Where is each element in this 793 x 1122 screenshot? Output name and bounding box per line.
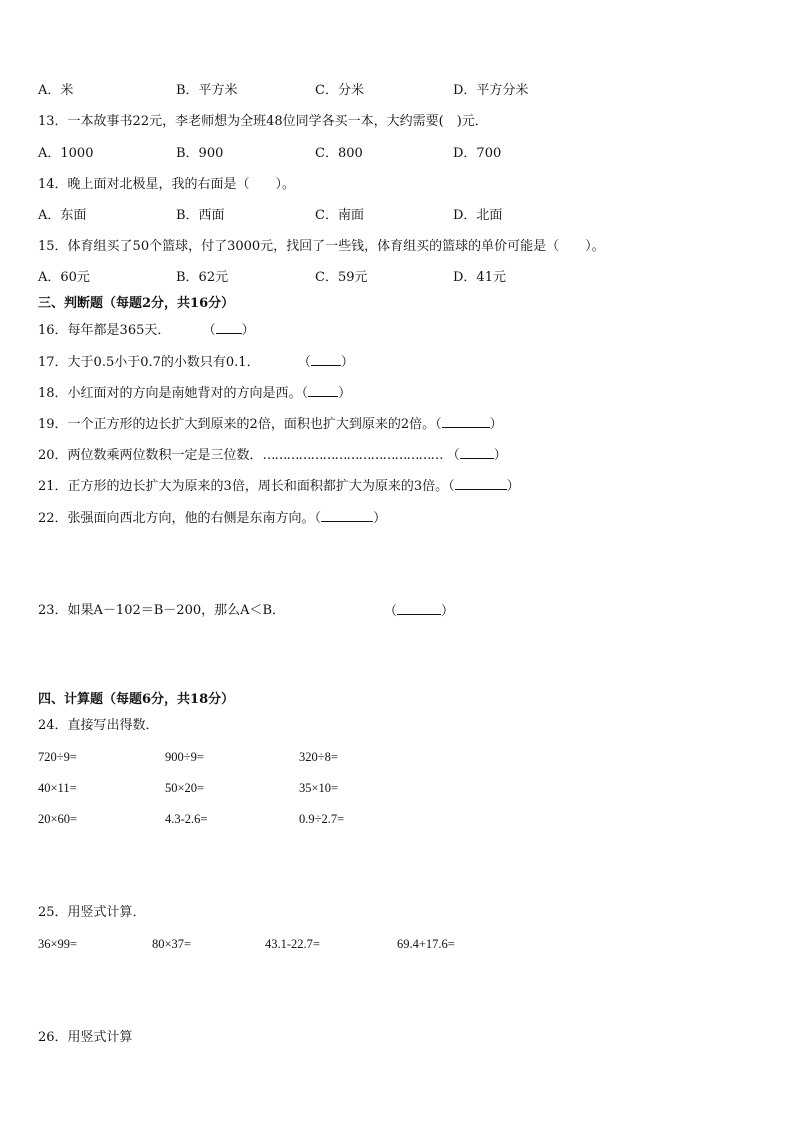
q24-item: 720÷9= — [38, 750, 77, 764]
q25-question: 25．用竖式计算． — [38, 905, 146, 920]
q22-answer-paren[interactable]: （ ） — [314, 511, 387, 526]
q25-item: 69.4+17.6= — [397, 937, 455, 951]
q24-item: 320÷8= — [299, 750, 338, 764]
q23-answer-paren[interactable]: （ ） — [384, 604, 455, 619]
q14-option-d: D．北面 — [453, 208, 503, 223]
q17-answer-paren[interactable]: （ ） — [297, 355, 354, 370]
q15-option-d: D．41元 — [453, 270, 506, 285]
q15-question: 15．体育组买了50个篮球，付了3000元，找回了一些钱，体育组买的篮球的单价可能是（ ）。 — [38, 239, 605, 254]
q12-option-c: C．分米 — [315, 83, 364, 98]
q13-option-a: A．1000 — [38, 146, 94, 161]
q20-answer-paren[interactable]: （ ） — [446, 448, 507, 463]
q20-statement: 20．两位数乘两位数积一定是三位数．……………………………………… （ ） — [38, 448, 507, 463]
q16-statement: 16．每年都是365天． （ ） — [38, 323, 255, 338]
q15-option-a: A．60元 — [38, 270, 90, 285]
q21-statement: 21．正方形的边长扩大为原来的3倍，周长和面积都扩大为原来的3倍。（ ） — [38, 479, 520, 494]
q25-item: 36×99= — [38, 937, 78, 951]
q23-statement: 23．如果A－102＝B－200，那么A＜B． — [38, 603, 286, 618]
q15-option-b: B．62元 — [176, 270, 229, 285]
q24-item: 900÷9= — [165, 750, 204, 764]
q24-item: 0.9÷2.7= — [299, 812, 345, 826]
q25-item: 80×37= — [152, 937, 192, 951]
q21-answer-paren[interactable]: （ ） — [448, 479, 520, 494]
q13-option-b: B．900 — [176, 146, 224, 161]
q13-question: 13．一本故事书22元，李老师想为全班48位同学各买一本，大约需要( )元． — [38, 114, 488, 129]
q24-item: 50×20= — [165, 781, 205, 795]
q12-option-a: A．米 — [38, 83, 74, 98]
q19-answer-paren[interactable]: （ ） — [435, 417, 503, 432]
q24-item: 4.3-2.6= — [165, 812, 208, 826]
q24-question: 24．直接写出得数． — [38, 718, 159, 733]
q15-option-c: C．59元 — [315, 270, 368, 285]
q25-item: 43.1-22.7= — [265, 937, 320, 951]
q24-item: 40×11= — [38, 781, 77, 795]
q24-item: 20×60= — [38, 812, 78, 826]
q24-item: 35×10= — [299, 781, 339, 795]
q12-option-d: D．平方分米 — [453, 83, 529, 98]
section-4-heading: 四、计算题（每题6分，共18分） — [38, 692, 235, 707]
q19-statement: 19．一个正方形的边长扩大到原来的2倍，面积也扩大到原来的2倍。（ ） — [38, 417, 503, 432]
q14-question: 14．晚上面对北极星，我的右面是（ ）。 — [38, 177, 296, 192]
q18-answer-paren[interactable]: （ ） — [301, 386, 352, 401]
q14-option-c: C．南面 — [315, 208, 364, 223]
q17-statement: 17．大于0.5小于0.7的小数只有0.1． （ ） — [38, 355, 354, 370]
q14-option-b: B．西面 — [176, 208, 225, 223]
q13-option-c: C．800 — [315, 146, 363, 161]
q14-option-a: A．东面 — [38, 208, 87, 223]
q18-statement: 18．小红面对的方向是南她背对的方向是西。（ ） — [38, 386, 352, 401]
q26-question: 26．用竖式计算 — [38, 1030, 133, 1045]
q22-statement: 22．张强面向西北方向，他的右侧是东南方向。（ ） — [38, 511, 387, 526]
q12-option-b: B．平方米 — [176, 83, 238, 98]
section-3-heading: 三、判断题（每题2分，共16分） — [38, 296, 235, 311]
q16-answer-paren[interactable]: （ ） — [202, 323, 255, 338]
q20-leader-dots: ……………………………………… — [262, 448, 443, 463]
q13-option-d: D．700 — [453, 146, 502, 161]
